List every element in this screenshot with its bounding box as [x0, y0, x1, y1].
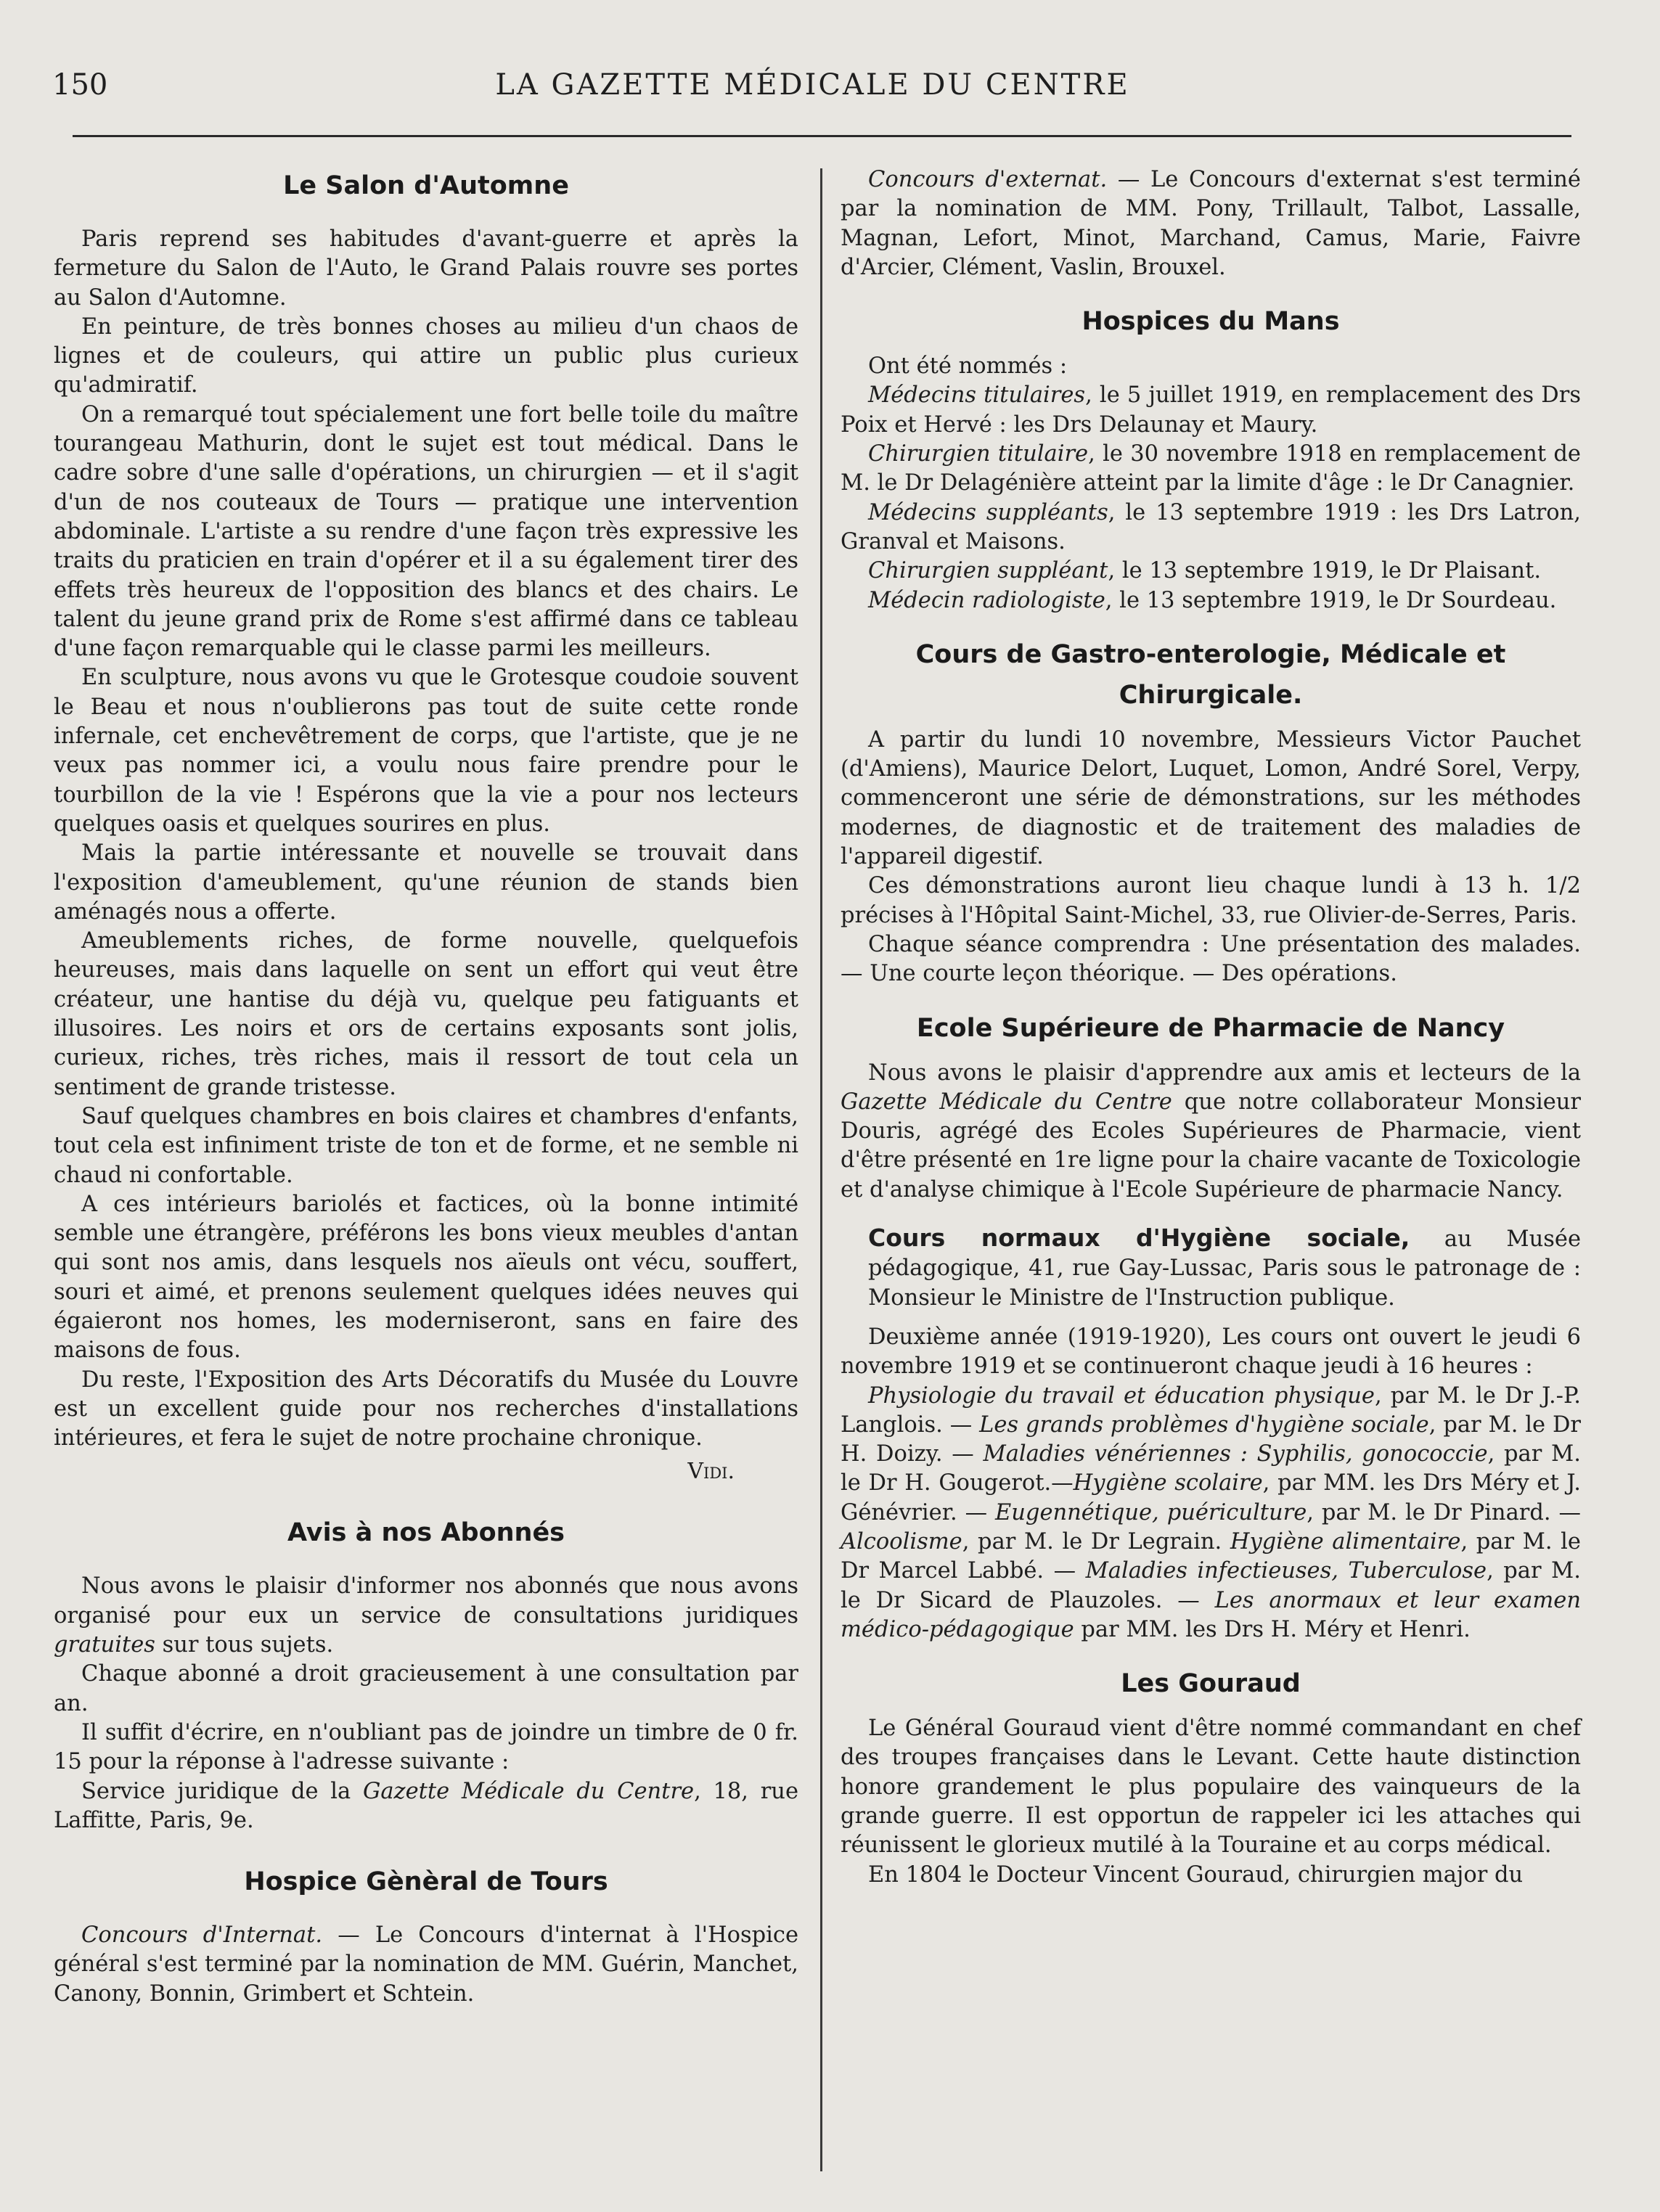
gouraud-title: Les Gouraud [1121, 1669, 1301, 1699]
hygiene-title-after: au Musée pédagogique, 41, rue Gay-Lussac, Paris sous le patronage de : Monsieur le Ministre de l'Instruction publique. [868, 1226, 1582, 1311]
nancy-text: que notre collaborateur Monsieur Douris, agrégé des Ecoles Supérieures de Pharmacie, vient d'être présenté en 1re ligne pour la chaire vacante de Toxicologie et d'analyse chimique à l'Ecole Supérieure de pharmacie Nancy. [841, 1089, 1582, 1203]
salon-paragraph: Mais la partie intéressante et nouvelle se trouvait dans l'exposition d'ameublement, qu'une réunion de stands bien aménagés nous a offerte. [54, 840, 798, 925]
mans-entry-text: , le 13 septembre 1919, le Dr Plaisant. [1108, 558, 1542, 584]
hospice-tours-article [54, 1861, 798, 2009]
nancy-article [841, 1008, 1581, 1205]
hygiene-course-list [841, 1382, 1581, 1645]
salon-article [54, 165, 798, 1486]
avis-paragraph: Il suffit d'écrire, en n'oubliant pas de joindre un timbre de 0 fr. 15 pour la réponse à l'adresse suivante : [54, 1719, 798, 1775]
gastro-title-line: Chirurgicale. [1119, 680, 1303, 710]
salon-title: Le Salon d'Automne [283, 171, 569, 200]
avis-text: Nous avons le plaisir d'informer nos abonnés que nous avons organisé pour eux un service de consultations juridiques [54, 1573, 798, 1629]
course-title: Hygiène scolaire [1073, 1470, 1263, 1496]
salon-paragraph: Sauf quelques chambres en bois claires et chambres d'enfants, tout cela est infiniment triste de ton et de forme, et ne semble ni chaud ni confortable. [54, 1103, 798, 1188]
gastro-title [841, 634, 1581, 716]
page-header [52, 64, 1573, 107]
salon-signature: Vidi. [687, 1459, 735, 1485]
nancy-title: Ecole Supérieure de Pharmacie de Nancy [916, 1013, 1505, 1043]
internat-lead: Concours d'Internat. [81, 1922, 323, 1949]
mans-entry-lead: Chirurgien suppléant [868, 558, 1108, 584]
nancy-emphasis: Gazette Médicale du Centre [841, 1089, 1172, 1115]
course-title: Les anormaux et leur examen médico-pédagogique [841, 1587, 1581, 1642]
course-teacher: , par M. le Dr Legrain. [962, 1528, 1230, 1554]
course-title: Hygiène alimentaire [1230, 1528, 1461, 1554]
left-column [54, 165, 798, 2009]
mans-entry [841, 499, 1581, 557]
journal-title: LA GAZETTE MÉDICALE DU CENTRE [495, 68, 1130, 102]
course-title: Alcoolisme [841, 1528, 962, 1554]
mans-entry-lead: Médecins titulaires [868, 382, 1086, 409]
course-teacher: , par MM. les Drs Méry et J. Génévrier. — [841, 1470, 1581, 1525]
course-teacher: , par M. le Dr Sicard de Plauzoles. — [841, 1558, 1581, 1613]
mans-title: Hospices du Mans [1082, 307, 1340, 337]
mans-entry-lead: Médecin radiologiste [868, 587, 1105, 613]
salon-paragraph: Du reste, l'Exposition des Arts Décoratifs du Musée du Louvre est un excellent guide pour nos recherches d'installations intérieures, et fera le sujet de notre prochaine chronique. [54, 1367, 798, 1451]
gastro-title-line: Cours de Gastro-enterologie, Médicale et [915, 639, 1506, 669]
internat-text: — Le Concours d'internat à l'Hospice général s'est terminé par la nomination de MM. Guérin, Manchet, Canony, Bonnin, Grimbert et Schtein. [54, 1922, 799, 2007]
column-divider [820, 168, 822, 2171]
mans-entry-lead: Médecins suppléants [868, 499, 1108, 525]
mans-entry [841, 381, 1581, 440]
mans-article [841, 301, 1581, 615]
mans-entry-lead: Chirurgien titulaire [868, 441, 1089, 467]
course-title: Les grands problèmes d'hygiène sociale [979, 1412, 1429, 1438]
externat-text: — Le Concours d'externat s'est terminé par la nomination de MM. Pony, Trillault, Talbot, Lassalle, Magnan, Lefort, Minot, Marchand, Camus, Marie, Faivre d'Arcier, Clément, Vaslin, Brouxel. [841, 167, 1581, 280]
hospice-tours-title: Hospice Gènèral de Tours [244, 1867, 608, 1897]
salon-paragraph: Ameublements riches, de forme nouvelle, quelquefois heureuses, mais dans laquelle on sent un effort qui veut être créateur, une hantise du déjà vu, quelque peu fatiguants et illusoires. Les noirs et ors de certains exposants sont jolis, curieux, riches, très riches, mais il ressort de tout cela un sentiment de grande tristesse. [54, 928, 798, 1100]
course-title: Physiologie du travail et éducation physique [868, 1382, 1375, 1409]
mans-entry-text: , le 30 novembre 1918 en remplacement de M. le Dr Delagénière atteint par la limite d'âge : le Dr Canagnier. [841, 441, 1581, 496]
hospice-tours-paragraph [54, 1921, 798, 2009]
mans-entry [841, 440, 1581, 499]
nancy-paragraph [841, 1059, 1581, 1205]
gastro-paragraph: Ces démonstrations auront lieu chaque lundi à 13 h. 1/2 précises à l'Hôpital Saint-Michel, 33, rue Olivier-de-Serres, Paris. [841, 873, 1581, 928]
course-teacher: , par M. le Dr H. Doizy. — [841, 1412, 1582, 1467]
avis-title: Avis à nos Abonnés [287, 1518, 565, 1548]
externat-article [841, 165, 1581, 282]
hygiene-title: Cours normaux d'Hygiène sociale, [868, 1224, 1410, 1253]
nancy-text: Nous avons le plaisir d'apprendre aux amis et lecteurs de la [868, 1060, 1581, 1086]
course-teacher: , par M. le Dr H. Gougerot.— [841, 1441, 1581, 1496]
salon-paragraph: En sculpture, nous avons vu que le Grotesque coudoie souvent le Beau et nous n'oublierons pas tout de suite cette ronde infernale, cet enchevêtrement de corps, que l'artiste, que je ne veux pas nommer ici, a voulu nous faire prendre pour le tourbillon de la vie ! Espérons que la vie a pour nos lecteurs quelques oasis et quelques sourires en plus. [54, 665, 798, 837]
hygiene-article [841, 1224, 1581, 1644]
course-teacher: , par M. le Dr Marcel Labbé. — [841, 1528, 1581, 1584]
gastro-paragraph: Chaque séance comprendra : Une présentation des malades. — Une courte leçon théorique. — Des opérations. [841, 931, 1581, 987]
avis-emphasis: Gazette Médicale du Centre [362, 1778, 695, 1804]
gouraud-article [841, 1663, 1581, 1890]
avis-emphasis: gratuites [54, 1632, 155, 1658]
course-title: Maladies vénériennes : Syphilis, gonococcie [983, 1441, 1488, 1467]
page-number: 150 [52, 68, 108, 102]
externat-lead: Concours d'externat. [868, 167, 1108, 192]
externat-paragraph [841, 165, 1581, 282]
avis-paragraph [54, 1777, 798, 1836]
mans-entry [841, 586, 1581, 615]
salon-paragraph: Paris reprend ses habitudes d'avant-guerre et après la fermeture du Salon de l'Auto, le Grand Palais rouvre ses portes au Salon d'Automne. [54, 226, 798, 311]
avis-text: , 18, rue Laffitte, Paris, 9e. [54, 1778, 798, 1833]
avis-article [54, 1512, 798, 1835]
hygiene-paragraph: Deuxième année (1919-1920), Les cours ont ouvert le jeudi 6 novembre 1919 et se continueront chaque jeudi à 16 heures : [841, 1324, 1581, 1380]
avis-paragraph: Chaque abonné a droit gracieusement à une consultation par an. [54, 1661, 798, 1716]
mans-entry [841, 557, 1581, 586]
course-teacher: par MM. les Drs H. Méry et Henri. [1074, 1616, 1471, 1642]
hygiene-heading [841, 1224, 1581, 1313]
avis-text: sur tous sujets. [155, 1632, 334, 1658]
course-title: Maladies infectieuses, Tuberculose [1085, 1558, 1487, 1584]
mans-intro: Ont été nommés : [868, 353, 1068, 380]
avis-paragraph [54, 1572, 798, 1660]
mans-entry-text: , le 13 septembre 1919 : les Drs Latron, Granval et Maisons. [841, 499, 1581, 554]
gastro-paragraph: A partir du lundi 10 novembre, Messieurs Victor Pauchet (d'Amiens), Maurice Delort, Luquet, Lomon, André Sorel, Verpy, commenceront une série de démonstrations, sur les méthodes modernes, de diagnostic et de traitement des maladies de l'appareil digestif. [841, 726, 1581, 870]
salon-paragraph: En peinture, de très bonnes choses au milieu d'un chaos de lignes et de couleurs, qui attire un public plus curieux qu'admiratif. [54, 314, 798, 398]
gouraud-paragraph: En 1804 le Docteur Vincent Gouraud, chirurgien major du [868, 1861, 1524, 1888]
salon-paragraph: A ces intérieurs bariolés et factices, où la bonne intimité semble une étrangère, préférons les bons vieux meubles d'antan qui sont nos amis, dans lesquels nos aïeuls ont vécu, souffert, souri et aimé, et prenons seulement quelques idées neuves qui égaieront nos homes, les moderniseront, sans en faire des maisons de fous. [54, 1191, 798, 1364]
gastro-article [841, 634, 1581, 989]
course-title: Eugennétique, puériculture [995, 1499, 1307, 1525]
avis-text: Service juridique de la [81, 1778, 363, 1804]
course-teacher: , par M. le Dr Pinard. — [1307, 1499, 1581, 1525]
salon-paragraph: On a remarqué tout spécialement une fort belle toile du maître tourangeau Mathurin, dont le sujet est tout médical. Dans le cadre sobre d'une salle d'opérations, un chirurgien — et il s'agit d'un de nos couteaux de Tours — pratique une intervention abdominale. L'artiste a su rendre d'une façon très expressive les traits du praticien en train d'opérer et il a su également tirer des effets très heureux de l'opposition des blancs et des chairs. Le talent du jeune grand prix de Rome s'est affirmé dans ce tableau d'une façon remarquable qui le classe parmi les meilleurs. [54, 401, 798, 662]
right-column [841, 165, 1581, 1890]
header-rule [73, 135, 1571, 137]
mans-entry-text: , le 5 juillet 1919, en remplacement des Drs Poix et Hervé : les Drs Delaunay et Maury. [841, 382, 1581, 438]
mans-entry-text: , le 13 septembre 1919, le Dr Sourdeau. [1105, 587, 1557, 613]
gouraud-paragraph: Le Général Gouraud vient d'être nommé commandant en chef des troupes françaises dans le Levant. Cette haute distinction honore grandement le plus populaire des vainqueurs de la grande guerre. Il est opportun de rappeler ici les attaches qui réunissent le glorieux mutilé à la Touraine et au corps médical. [841, 1716, 1581, 1859]
course-teacher: , par M. le Dr J.-P. Langlois. — [841, 1382, 1581, 1438]
